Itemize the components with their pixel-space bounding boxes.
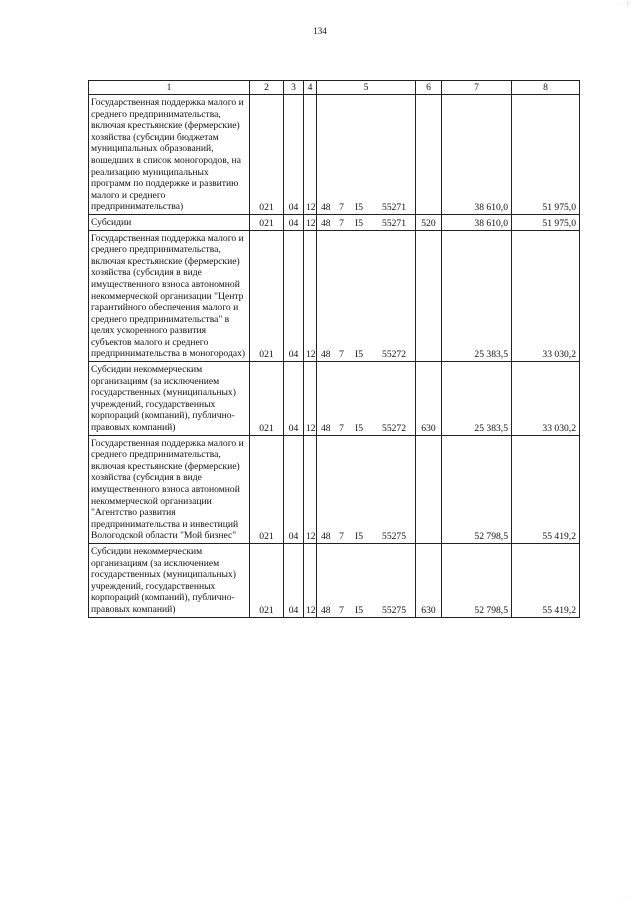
- ministry-code: 021: [250, 214, 284, 230]
- direction-code: 55275: [382, 604, 406, 616]
- amount-col8: 55 419,2: [512, 435, 580, 543]
- expense-type-code: [416, 435, 442, 543]
- table-row: [89, 214, 580, 230]
- column-header-6: 6: [416, 81, 442, 95]
- target-article-code: [317, 543, 416, 617]
- section-code: 04: [284, 95, 304, 215]
- section-code: 04: [284, 230, 304, 362]
- amount-col8: 51 975,0: [512, 214, 580, 230]
- target-article-code: [317, 214, 416, 230]
- target-article-code: [317, 95, 416, 215]
- program-code: 48: [321, 604, 331, 616]
- column-header-3: 3: [284, 81, 304, 95]
- program-code: 48: [321, 423, 331, 435]
- target-article-code: [317, 435, 416, 543]
- column-header-5: 5: [317, 81, 416, 95]
- project-code: I5: [355, 423, 363, 435]
- header-row: [89, 81, 580, 95]
- expense-type-code: [416, 230, 442, 362]
- subprogram-code: 7: [339, 604, 344, 616]
- amount-col8: 33 030,2: [512, 230, 580, 362]
- column-header-4: 4: [304, 81, 317, 95]
- subsection-code: 12: [304, 214, 317, 230]
- direction-code: 55275: [382, 531, 406, 543]
- program-code: 48: [321, 217, 331, 229]
- row-name: Государственная поддержка малого и среднего предпринимательства, включая крестьянские (фермерские) хозяйства (субсидия в виде имущественного взноса автономной некоммерческой организации "Центр гарантийного обеспечения малого и среднего предпринимательства" в целях ускоренного развития субъектов малого и среднего предпринимательства в моногородах): [89, 230, 250, 362]
- ministry-code: 021: [250, 362, 284, 436]
- table-row: [89, 95, 580, 215]
- expense-type-code: 630: [416, 543, 442, 617]
- table-row: [89, 435, 580, 543]
- amount-col7: 25 383,5: [442, 230, 512, 362]
- direction-code: 55271: [382, 217, 406, 229]
- project-code: I5: [355, 217, 363, 229]
- project-code: I5: [355, 604, 363, 616]
- program-code: 48: [321, 349, 331, 361]
- amount-col7: 52 798,5: [442, 435, 512, 543]
- subprogram-code: 7: [339, 423, 344, 435]
- table-row: [89, 543, 580, 617]
- subsection-code: 12: [304, 95, 317, 215]
- subprogram-code: 7: [339, 531, 344, 543]
- subsection-code: 12: [304, 230, 317, 362]
- expense-type-code: 520: [416, 214, 442, 230]
- row-name: Государственная поддержка малого и среднего предпринимательства, включая крестьянские (фермерские) хозяйства (субсидия в виде имущественного взноса автономной некоммерческой организации "Агентство развития предпринимательства и инвестиций Вологодской области "Мой бизнес": [89, 435, 250, 543]
- table-row: [89, 362, 580, 436]
- row-name: Государственная поддержка малого и среднего предпринимательства, включая крестьянские (фермерские) хозяйства (субсидии бюджетам муниципальных образований, вошедших в список моногородов, на реализацию муниципальных программ по поддержке и развитию малого и среднего предпринимательства): [89, 95, 250, 215]
- amount-col8: 51 975,0: [512, 95, 580, 215]
- section-code: 04: [284, 214, 304, 230]
- subsection-code: 12: [304, 362, 317, 436]
- budget-table: [88, 80, 580, 618]
- subsection-code: 12: [304, 543, 317, 617]
- expense-type-code: 630: [416, 362, 442, 436]
- page-number: 134: [313, 26, 327, 36]
- subprogram-code: 7: [339, 202, 344, 214]
- subsection-code: 12: [304, 435, 317, 543]
- subprogram-code: 7: [339, 349, 344, 361]
- expense-type-code: [416, 95, 442, 215]
- ministry-code: 021: [250, 95, 284, 215]
- column-header-2: 2: [250, 81, 284, 95]
- project-code: I5: [355, 202, 363, 214]
- subprogram-code: 7: [339, 217, 344, 229]
- row-name: Субсидии: [89, 214, 250, 230]
- amount-col8: 55 419,2: [512, 543, 580, 617]
- direction-code: 55272: [382, 423, 406, 435]
- ministry-code: 021: [250, 435, 284, 543]
- ministry-code: 021: [250, 230, 284, 362]
- ministry-code: 021: [250, 543, 284, 617]
- program-code: 48: [321, 531, 331, 543]
- corner-mark-bottom: · · ·: [621, 895, 630, 901]
- row-name: Субсидии некоммерческим организациям (за исключением государственных (муниципальных) учреждений, государственных корпораций (компаний), публично-правовых компаний): [89, 543, 250, 617]
- column-header-8: 8: [512, 81, 580, 95]
- target-article-code: [317, 230, 416, 362]
- section-code: 04: [284, 543, 304, 617]
- table-row: [89, 230, 580, 362]
- project-code: I5: [355, 349, 363, 361]
- column-header-1: 1: [89, 81, 250, 95]
- section-code: 04: [284, 362, 304, 436]
- corner-mark-top: · · ·|/·: [618, 1, 632, 7]
- amount-col8: 33 030,2: [512, 362, 580, 436]
- amount-col7: 25 383,5: [442, 362, 512, 436]
- amount-col7: 38 610,0: [442, 214, 512, 230]
- project-code: I5: [355, 531, 363, 543]
- target-article-code: [317, 362, 416, 436]
- amount-col7: 52 798,5: [442, 543, 512, 617]
- section-code: 04: [284, 435, 304, 543]
- program-code: 48: [321, 202, 331, 214]
- direction-code: 55271: [382, 202, 406, 214]
- amount-col7: 38 610,0: [442, 95, 512, 215]
- direction-code: 55272: [382, 349, 406, 361]
- row-name: Субсидии некоммерческим организациям (за исключением государственных (муниципальных) учреждений, государственных корпораций (компаний), публично-правовых компаний): [89, 362, 250, 436]
- column-header-7: 7: [442, 81, 512, 95]
